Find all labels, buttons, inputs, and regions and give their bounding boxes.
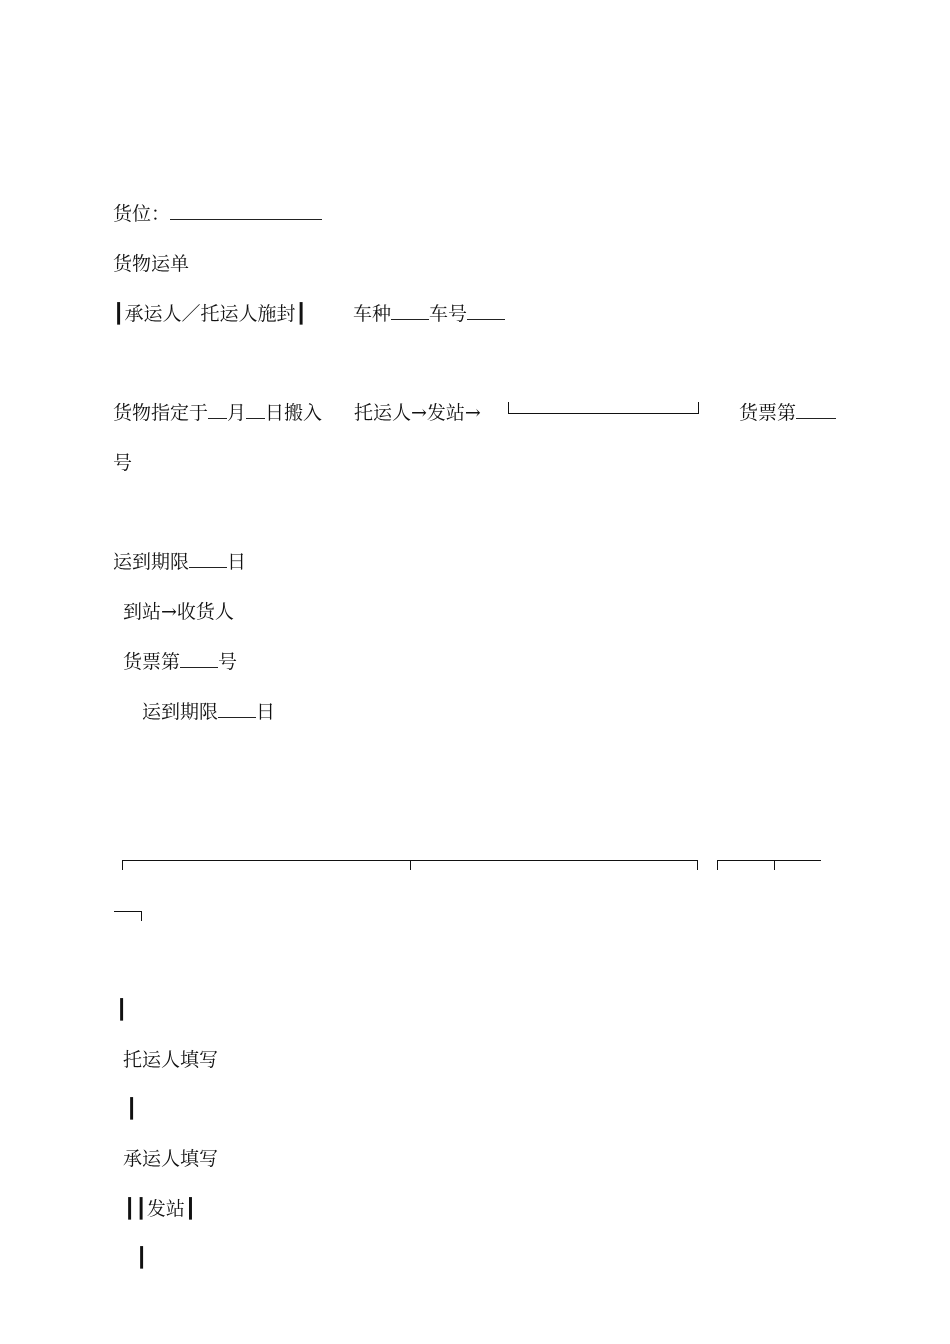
bracket-bottom	[508, 413, 699, 414]
table-bar-3: ┃	[136, 1247, 148, 1269]
table-top-border-3	[114, 911, 142, 912]
month-label: 月	[227, 402, 247, 424]
form-title: 货物运单	[113, 253, 190, 275]
car-no-label: 车号	[429, 303, 468, 325]
ticket-suffix: 号	[113, 452, 133, 474]
ticket-prefix-2: 货票第	[123, 651, 181, 673]
deadline-suffix-1: 日	[227, 551, 247, 573]
deadline-line-2	[142, 700, 275, 724]
car-type-blank[interactable]	[391, 303, 429, 320]
table-bar-2: ┃	[126, 1098, 138, 1120]
goods-in-line	[113, 401, 322, 425]
shipper-flow: 托运人→发站→	[354, 402, 481, 424]
location-line	[113, 202, 322, 226]
arrival-text: 到站→收货人	[123, 601, 234, 623]
table-corner-left-2	[717, 860, 718, 870]
table-corner-left	[122, 860, 123, 870]
goods-in-prefix: 货物指定于	[113, 402, 209, 424]
location-blank[interactable]	[170, 203, 322, 220]
seal-text: ┃承运人／托运人施封┃	[113, 303, 307, 325]
ticket-label: 货票第	[739, 402, 797, 424]
table-top-border-2	[717, 860, 821, 861]
carrier-fill-label: 承运人填写	[123, 1148, 219, 1170]
table-corner-right	[697, 860, 698, 870]
car-line	[353, 302, 505, 326]
deadline-blank-2[interactable]	[218, 701, 256, 718]
deadline-blank-1[interactable]	[189, 551, 227, 568]
table-tee-middle	[410, 860, 411, 870]
bracket-right	[698, 402, 699, 414]
ticket-suffix-2: 号	[218, 651, 238, 673]
car-no-blank[interactable]	[467, 303, 505, 320]
ticket-line	[739, 401, 836, 425]
day-in-label: 日搬入	[265, 402, 323, 424]
deadline-suffix-2: 日	[256, 701, 276, 723]
location-label: 货位：	[113, 203, 171, 225]
ticket-line-2	[123, 650, 237, 674]
ticket-blank-2[interactable]	[180, 651, 218, 668]
departure-cell: ┃┃发站┃	[124, 1198, 197, 1220]
ticket-blank[interactable]	[796, 402, 836, 419]
table-bar-1: ┃	[116, 999, 128, 1021]
deadline-line-1	[113, 550, 246, 574]
month-blank[interactable]	[208, 402, 227, 419]
table-corner-right-3	[141, 911, 142, 921]
deadline-prefix-2: 运到期限	[142, 701, 219, 723]
shipper-fill-label: 托运人填写	[123, 1049, 219, 1071]
day-in-blank[interactable]	[246, 402, 265, 419]
deadline-prefix-1: 运到期限	[113, 551, 190, 573]
table-tee-2	[774, 860, 775, 870]
car-type-label: 车种	[353, 303, 392, 325]
